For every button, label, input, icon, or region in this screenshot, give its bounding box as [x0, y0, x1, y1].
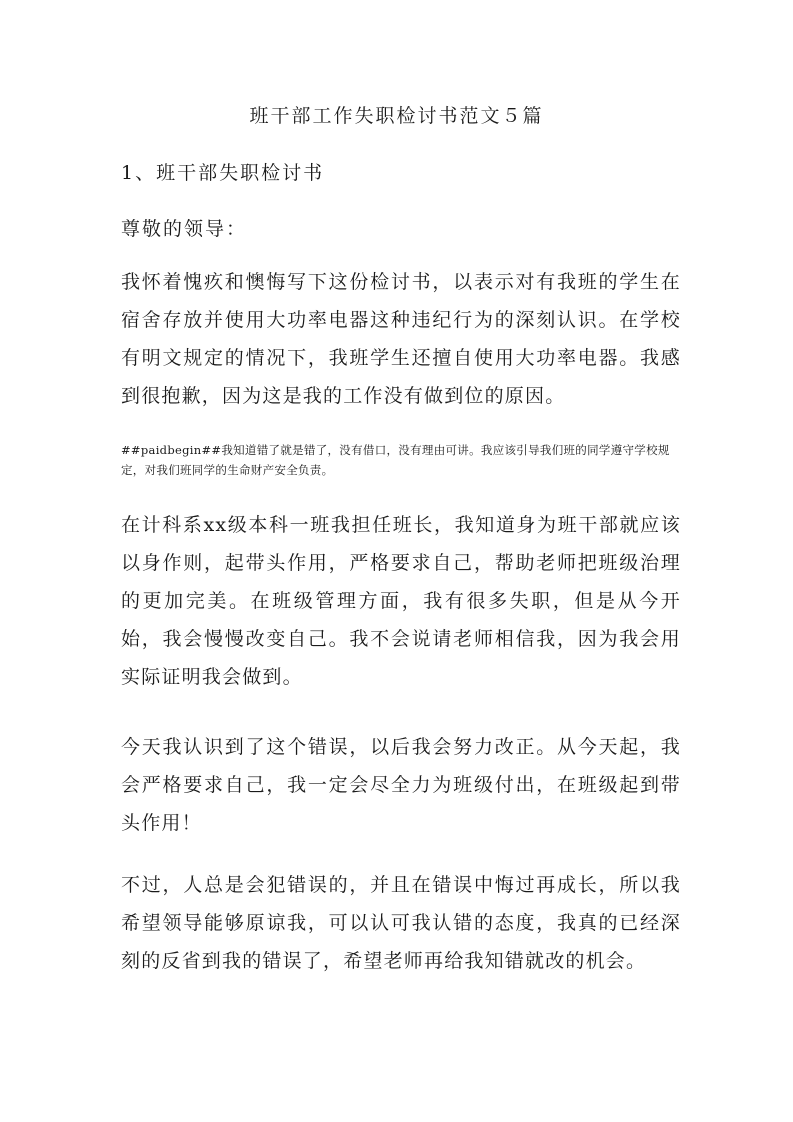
paragraph-4: 今天我认识到了这个错误，以后我会努力改正。从今天起，我会严格要求自己，我一定会尽全力为班级付出，在班级起到带头作用！ [121, 736, 681, 834]
paragraph-paid-marker: ##paidbegin##我知道错了就是错了，没有借口，没有理由可讲。我应该引导我们班的同学遵守学校规定，对我们班同学的生命财产安全负责。 [121, 443, 670, 477]
paragraph-3: 在计科系xx级本科一班我担任班长，我知道身为班干部就应该以身作则，起带头作用，严格要求自己，帮助老师把班级治理的更加完美。在班级管理方面，我有很多失职，但是从今开始，我会慢慢改变自己。我不会说请老师相信我，因为我会用实际证明我会做到。 [121, 514, 681, 688]
paragraph-5: 不过，人总是会犯错误的，并且在错误中悔过再成长，所以我希望领导能够原谅我，可以认可我认错的态度，我真的已经深刻的反省到我的错误了，希望老师再给我知错就改的机会。 [121, 874, 681, 972]
salutation: 尊敬的领导： [121, 218, 248, 240]
paragraph-1: 我怀着愧疚和懊悔写下这份检讨书，以表示对有我班的学生在宿舍存放并使用大功率电器这种违纪行为的深刻认识。在学校有明文规定的情况下，我班学生还擅自使用大功率电器。我感到很抱歉，因为这是我的工作没有做到位的原因。 [121, 271, 681, 407]
section-heading: 1、班干部失职检讨书 [121, 162, 325, 184]
document-title: 班干部工作失职检讨书范文５篇 [249, 105, 544, 127]
